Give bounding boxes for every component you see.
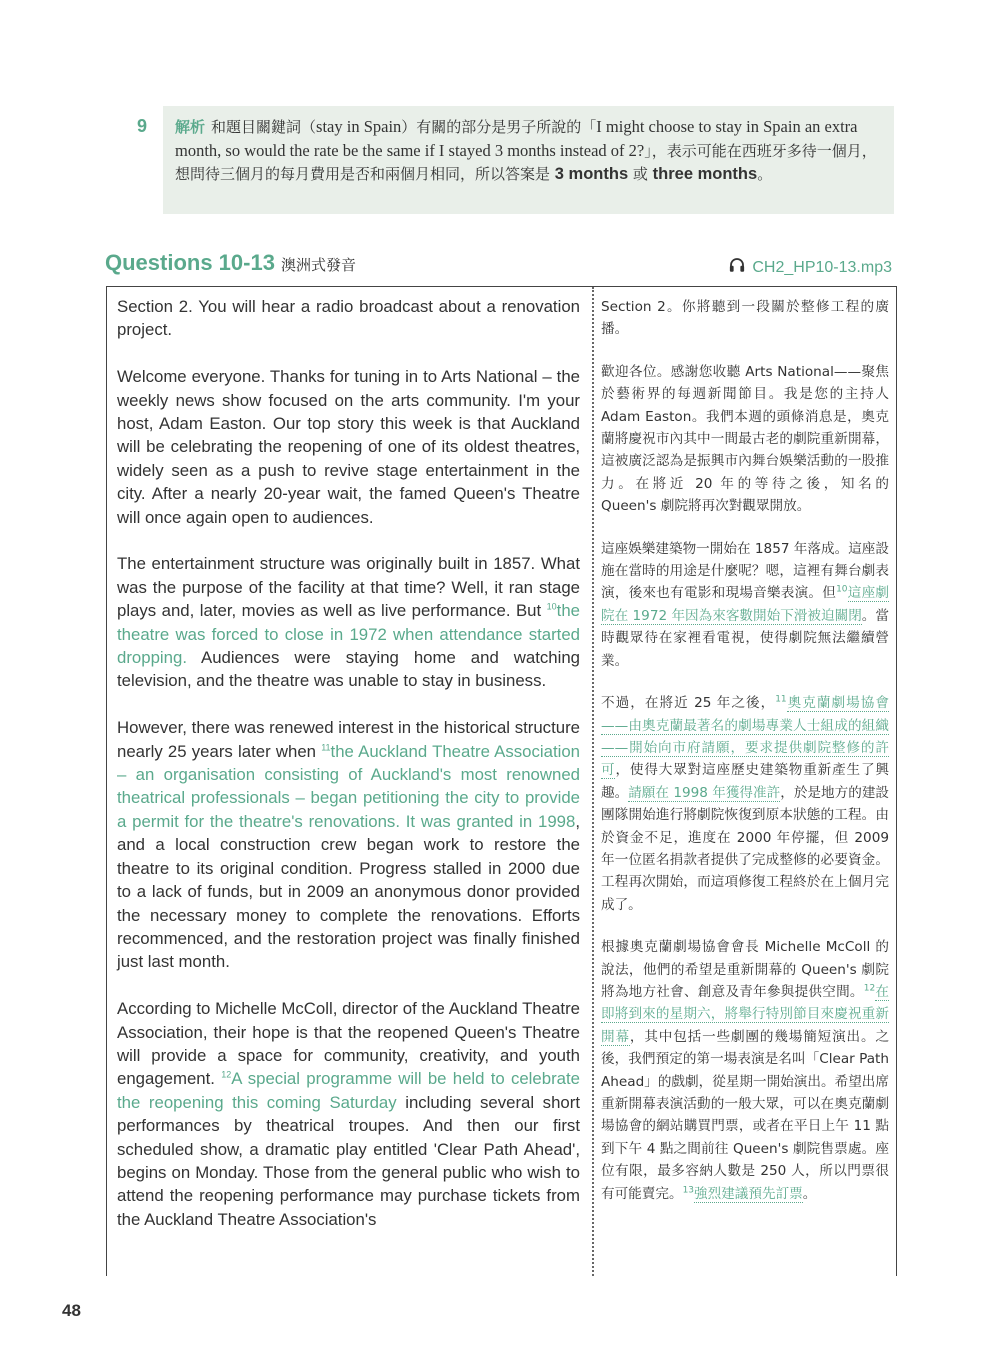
en-p3-text-2: Audiences were staying home and watching television, and the theatre was unable to stay in business.	[117, 648, 580, 691]
section-subtitle: 澳洲式發音	[280, 256, 356, 274]
en-paragraph-5	[117, 997, 580, 1231]
zh-highlight-13: 強烈建議預先訂票	[694, 1185, 803, 1202]
zh-p4-text-3: ，於是地方的建設團隊開始進行將劇院恢復到原本狀態的工程。由於資金不足，進度在 2000 年停擺，但 2009 年一位匿名捐款者提供了完成整修的必要資金。工程再次開始，而這項修復工程終於在上個月完成了。	[601, 784, 890, 913]
en-highlight-11: the Auckland Theatre Association – an organisation consisting of Auckland's most renowned theatrical professionals – began petitioning the city to provide a permit for the theatre's renovations. It was granted in 1998	[117, 741, 580, 831]
headphones-icon	[728, 256, 746, 279]
explanation-text-3: 」，表示可能在西班牙多待一個月，想問待三個月的每月費用是否和兩個月相同，所以答案是	[175, 142, 877, 183]
en-paragraph-4	[117, 716, 580, 973]
en-paragraph-3	[117, 552, 580, 692]
zh-highlight-11b: 請願在 1998 年獲得准許	[628, 784, 781, 801]
zh-p3-text: 這座娛樂建築物一開始在 1857 年落成。這座設施在當時的用途是什麼呢？嗯，這裡有舞台劇表演，後來也有電影和現場音樂表演。但	[601, 540, 889, 602]
en-p3-text: The entertainment structure was originally built in 1857. What was the purpose of the facility at that time? Well, it ran stage plays and, later, movies as well as live performance. But	[117, 554, 580, 621]
audio-track[interactable]	[728, 256, 892, 279]
zh-p3-text-2: 。當時觀眾待在家裡看電視，使得劇院無法繼續營業。	[601, 607, 889, 669]
explanation-keyword: stay in Spain	[316, 117, 402, 136]
en-highlight-12: A special programme will be held to celebrate the reopening this coming Saturday	[117, 1069, 580, 1112]
en-paragraph-2: Welcome everyone. Thanks for tuning in to Arts National – the weekly news show focused on the arts community. I'm your host, Adam Easton. Our top story this week is that Auckland will be celebrating the reopening of one of its oldest theatres, widely seen as a push to revive stage entertainment in the city. After a nearly 20-year wait, the famed Queen's Theatre will once again open to audiences.	[117, 367, 580, 527]
en-ref-11: 11	[321, 742, 331, 753]
en-ref-10: 10	[546, 601, 557, 612]
zh-p5-text: 根據奧克蘭劇場協會會長 Michelle McColl 的說法，他們的希望是重新開幕的 Queen's 劇院將為地方社會、創意及青年參與提供空間。	[601, 939, 889, 1000]
english-transcript	[117, 295, 580, 1255]
zh-ref-10: 10	[836, 584, 848, 595]
zh-ref-11: 11	[775, 694, 787, 705]
transcript-table	[106, 286, 897, 1276]
zh-ref-13: 13	[682, 1185, 695, 1196]
explanation-label: 解析	[175, 118, 206, 136]
zh-p4-text: 不過，在將近 25 年之後，	[601, 695, 776, 712]
explanation-text-2: ）有關的部分是男子所說的「	[401, 118, 597, 136]
zh-highlight-12: 在即將到來的星期六，將舉行特別節目來慶祝重新開幕	[601, 983, 889, 1045]
zh-paragraph-2: 歡迎各位。感謝您收聽 Arts National——聚焦於藝術界的每週新聞節目。我是您的主持人 Adam Easton。我們本週的頭條消息是，奧克蘭將慶祝市內其中一間最古老的劇院重新開幕，這被廣泛認為是振興市內舞台娛樂活動的一股推力。在將近 20 年的等待之後，知名的 Queen's 劇院將再次對觀眾開放。	[601, 363, 889, 515]
zh-p4-text-2: ，使得大眾對這座歷史建築物重新產生了興趣。	[601, 762, 890, 801]
answer-explanation-text	[175, 115, 882, 186]
zh-paragraph-5	[601, 936, 889, 1205]
en-p5-text-2: including several short performances by theatrical troupes. And then our first scheduled show, a dramatic play entitled 'Clear Path Ahead', begins on Monday. Those from the general public who wish to attend the reopening performance may purchase tickets from the Auckland Theatre Association's	[117, 1092, 580, 1229]
answer-option-1: 3 months	[554, 165, 629, 183]
en-ref-12: 12	[221, 1069, 232, 1080]
zh-paragraph-1: Section 2。你將聽到一段關於整修工程的廣播。	[601, 299, 889, 338]
explanation-text-1: 和題目關鍵詞（	[211, 118, 317, 136]
answer-option-2: three months	[652, 165, 758, 183]
explanation-quote: I might choose to stay in Spain an extra month, so would the rate be the same if I stayed 3 months instead of 2?	[175, 117, 858, 160]
zh-highlight-10: 這座劇院在 1972 年因為來客數開始下滑被迫關閉	[601, 585, 890, 624]
en-paragraph-1: Section 2. You will hear a radio broadcast about a renovation project.	[117, 297, 580, 340]
zh-p5-text-2: ，其中包括一些劇團的幾場簡短演出。之後，我們預定的第一場表演是名叫「Clear Path Ahead」的戲劇，從星期一開始演出。希望出席重新開幕表演活動的一般大眾，可以在奧克蘭劇場協會的網站購買門票，或者在平日上午 11 點到下午 4 點之間前往 Queen's 劇院售票處。座位有限，最多容納人數是 250 人，所以門票很有可能賣完。	[601, 1028, 890, 1202]
explanation-text-4: 或	[628, 165, 653, 183]
zh-ref-12: 12	[863, 983, 876, 994]
question-number: 9	[137, 116, 148, 136]
page-number: 48	[62, 1301, 81, 1320]
en-p5-text: According to Michelle McColl, director of the Auckland Theatre Association, their hope is that the reopened Queen's Theatre will provide a space for community, creativity, and youth engagement.	[117, 999, 580, 1089]
zh-highlight-11: 奧克蘭劇場協會——由奧克蘭最著名的劇場專業人士組成的組織——開始向市府請願，要求提供劇院整修的許可	[601, 695, 889, 779]
audio-filename: CH2_HP10-13.mp3	[752, 258, 892, 276]
column-divider	[592, 287, 594, 1276]
explanation-text-5: 。	[757, 165, 773, 183]
section-heading	[105, 250, 356, 276]
en-highlight-10: the theatre was forced to close in 1972 when attendance started dropping.	[117, 601, 580, 668]
zh-paragraph-4	[601, 692, 889, 916]
en-p4-text: However, there was renewed interest in the historical structure nearly 25 years later when	[117, 718, 580, 761]
section-title: Questions 10-13	[105, 250, 275, 275]
zh-paragraph-3	[601, 538, 889, 672]
answer-explanation-box	[163, 106, 894, 214]
chinese-translation	[601, 296, 889, 1225]
en-p4-text-2: , and a local construction crew began work to restore the theatre to its original condition. Progress stalled in 2000 due to a lack of funds, but in 2009 an anonymous donor provided the necessary money to complete the renovations. Efforts recommenced, and the restoration project was finally finished just last month.	[117, 811, 580, 972]
zh-p5-text-3: 。	[802, 1185, 817, 1202]
